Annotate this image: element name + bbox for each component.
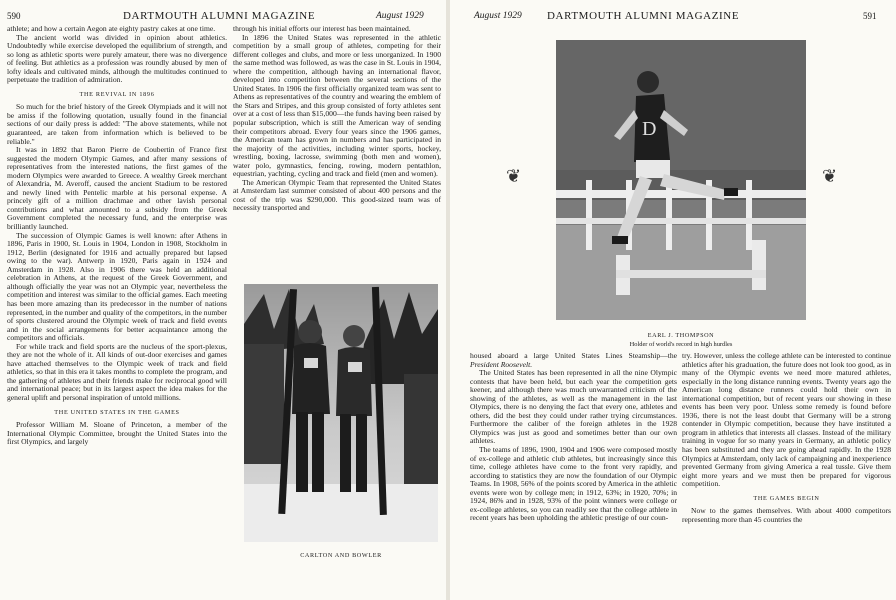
svg-text:D: D	[642, 118, 657, 140]
paragraph: The American Olympic Team that represented the United States at Amsterdam last summer consisted of about 400 persons and the cost of the trip was $290,000. This good-sized team was of necessity transported and	[233, 177, 441, 213]
left-column-2	[233, 25, 441, 213]
right-page-number: 591	[863, 11, 877, 21]
left-page-number: 590	[7, 11, 21, 21]
caption-hurdler-subtitle: Holder of world's record in high hurdles	[629, 341, 733, 348]
paragraph: So much for the brief history of the Greek Olympiads and it will not be amiss if the following quotation, usually found in the financial sections of our daily press is added: "The above statements, while not guaranteed, are taken from information which is believed to be reliable."	[7, 102, 227, 146]
section-heading-revival: THE REVIVAL IN 1896	[79, 90, 155, 98]
caption-skiers: CARLTON AND BOWLER	[300, 552, 382, 559]
paragraph: housed aboard a large United States Lines Steamship—the President Roosevelt.	[470, 351, 677, 369]
left-column-1	[7, 25, 227, 447]
paragraph: The United States has been represented in all the nine Olympic contests that have been held, but each year the competition gets keener, and although there was much unwarranted criticism of the showing of the athletes, as well as the management in the last Olympics, there is no denying the fact that every one, athletes and others, did the best they could under rather trying circumstances. Furthermore the caliber of the foreign athletes in the 1928 Olympics was just as good and sometimes better than our own athletes.	[470, 368, 677, 446]
right-magazine-title: DARTMOUTH ALUMNI MAGAZINE	[547, 10, 740, 22]
right-column-1	[470, 352, 677, 523]
paragraph: Now to the games themselves. With about 4000 competitors representing more than 45 countries the	[682, 506, 891, 524]
paragraph: For while track and field sports are the nucleus of the sport-plexus, they are not the whole of it. All kinds of out-door exercises and games have attached themselves to the Olympic week of track and field athletics, so that in this era it takes months to complete the program, and the gathering of athletes and their friends make for reciprocal good will and international peace; but in its largest aspect the idea makes for the general uplift and personal inspiration of untold millions.	[7, 341, 227, 402]
ornament-left: ❦	[506, 166, 522, 186]
paragraph: athlete; and how a certain Aegon ate eighty pastry cakes at one time.	[7, 24, 216, 33]
caption-hurdler	[556, 332, 806, 348]
paragraph: The ancient world was divided in opinion about athletics. Undoubtedly while exercise developed the equilibrium of strength, and so long as athletic sports were purely amateur, there was no divergence of feeling. But athletics as a profession was roundly abused by men of lofty ideals and cultivated minds, although the multitudes continued to perpetuate the tradition of admiration.	[7, 32, 227, 85]
paragraph: through his initial efforts our interest has been maintained.	[233, 24, 411, 33]
section-heading-us-in-games: THE UNITED STATES IN THE GAMES	[54, 408, 180, 416]
left-page	[0, 0, 446, 600]
section-heading-games-begin: THE GAMES BEGIN	[753, 494, 820, 502]
right-page	[450, 0, 896, 600]
paragraph: The succession of Olympic Games is well known: after Athens in 1896, Paris in 1900, St. Louis in 1904, London in 1908, Stockholm in 1912, Berlin (designated for 1916 and actually prepared but lapsed owing to the war). Antwerp in 1920, Paris again in 1924 and Amsterdam in 1928. Also in 1906 there was held an additional celebration in Athens, at the request of the Greek Government, and although officially the year was not an Olympic year, nevertheless the competition and interest was similar to the official games. Each meeting has been more amazing than its predecessor in the number of nations represented, in the number and quality of the competitors, in the number of sports clustered around the Olympic week of track and field events and in the social arrangements for better acquaintance among the competitors and officials.	[7, 230, 227, 343]
caption-hurdler-name: EARL J. THOMPSON	[647, 332, 715, 339]
paragraph: In 1896 the United States was represented in the athletic competition by a small group of athletes, competing for their different colleges and clubs, and more or less unorganized. In 1900 the same method was followed, as was the case in St. Louis in 1904, where the competition, although having an international flavor, developed into competition between the several sections of the United States. In 1906 the first officially organized team was sent to Athens as representatives of the country and wearing the emblem of the Stars and Stripes, and this group consisted of forty athletes sent over at a cost of less than $15,000—the funds having been raised by popular subscription, which is still the American way of sending their competitors abroad. Every four years since the 1906 games, the American team has grown in numbers and has participated in the majority of the activities, including winter sports, hockey, wrestling, boxing, lacrosse, swimming (both men and women), water polo, gymnastics, fencing, rowing, modern pentathlon, equestrian, yachting, cycling and track and field (men and women).	[233, 32, 441, 179]
paragraph: try. However, unless the college athlete can be interested to continue athletics after his graduation, the future does not look too good, as in many of the Olympic events we need more matured athletes, especially in the long distance running events. Twenty years ago the American long distance runners could hold their own in international competition, but of recent years our showing in these events has been very poor. Unless some remedy is found before 1936, there is not the least doubt that Germany will be a strong contender in Olympic competition, because they have instituted a program in athletics that interests all classes. Instead of the military training in vogue for so many years in Germany, an athletic policy has been substituted and they are going ahead rapidly. In the 1928 Olympics at Amsterdam, only lack of campaigning and inexperience prevented Germany from giving America a real tussle. Give them eight more years and we must then be prepared for vigorous competition.	[682, 351, 891, 489]
photo-skiers	[244, 284, 438, 542]
paragraph: Professor William M. Sloane of Princeton, a member of the International Olympic Committee, brought the United States into the first Olympics, and largely	[7, 420, 227, 447]
right-column-2	[682, 352, 891, 524]
left-magazine-title: DARTMOUTH ALUMNI MAGAZINE	[123, 10, 316, 22]
right-issue-date: August 1929	[474, 11, 522, 21]
ornament-right: ❦	[822, 166, 838, 186]
paragraph: It was in 1892 that Baron Pierre de Coubertin of France first suggested the modern Olympic Games, and after many sessions of representatives from the interested nations, the first games of the modern Olympics were awarded to Greece. A wealthy Greek merchant of Alexandria, M. Averoff, caused the ancient Stadium to be restored and newly lined with Pentelic marble at his personal expense. A princely gift of a million drachmae and other lavish personal contributions and what amounted to a subsidy from the Greek Government completed the necessary fund, and the enterprise was brilliantly launched.	[7, 145, 227, 232]
photo-hurdler	[556, 40, 806, 320]
left-issue-date: August 1929	[376, 11, 424, 21]
paragraph: The teams of 1896, 1900, 1904 and 1906 were composed mostly of ex-college and athletic club athletes, but increasingly since this time, college athletes have come to the front very rapidly, and according to statistics they are now the foundation of our Olympic Teams. In 1908, 56% of the points scored by America in the athletic events were won by college men; in 1912, 63%; in 1920, 70%; in 1924, 86% and in 1928, 93% of the point winners were college or ex-college athletes, so you can readily see that the college athlete in recent years has been upholding the athletic prestige of our coun-	[470, 445, 677, 523]
